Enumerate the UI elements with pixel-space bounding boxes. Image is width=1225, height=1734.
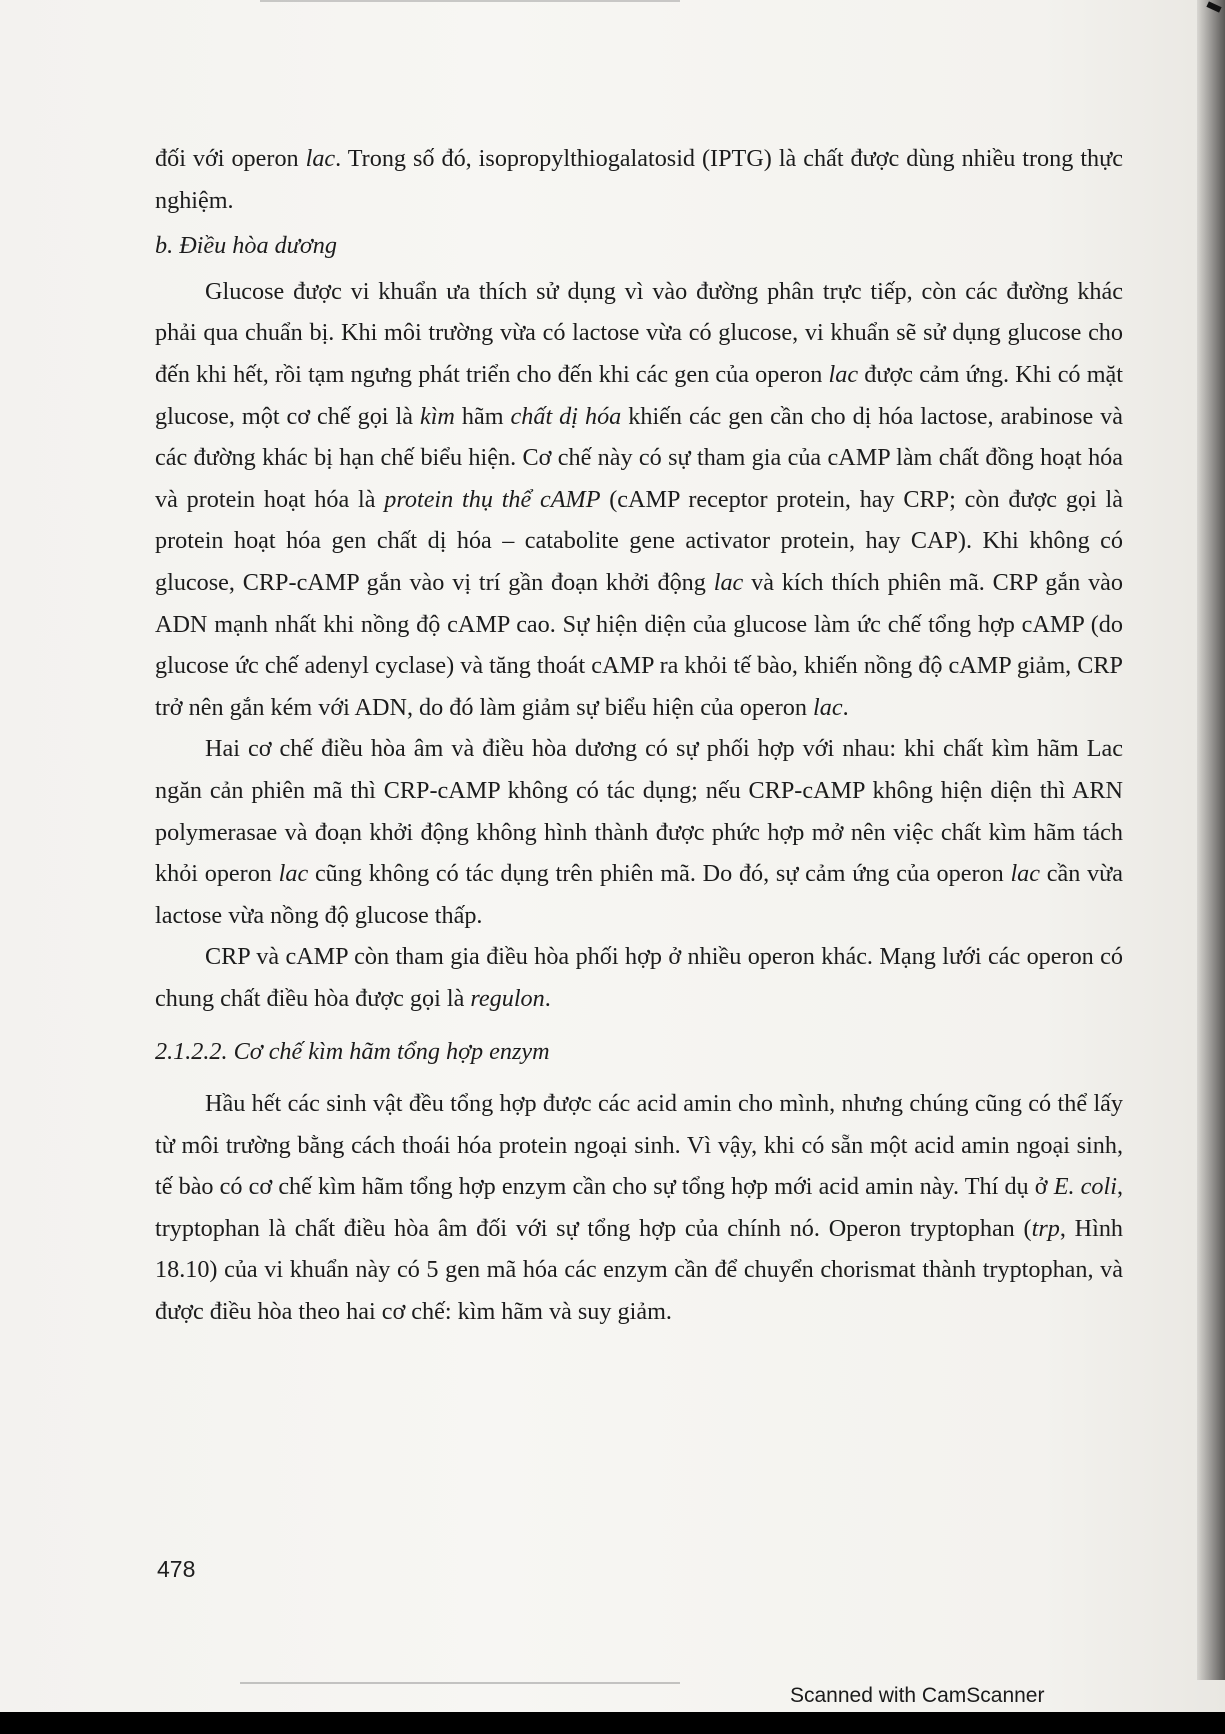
text-span: Glucose được vi khuẩn ưa thích sử dụng vì vào đường phân trực tiếp, còn các đường khác phải qua chuẩn bị. Khi môi trường vừa có lactose vừa có glucose, vi khuẩn sẽ sử dụng glucose cho đến khi hết, rồi tạm ngưng phát triển cho đến khi các gen của operon: [155, 277, 1123, 388]
paragraph-regulon: [155, 936, 1123, 1019]
paragraph-iptg: [155, 138, 1123, 221]
italic-term: lac: [813, 693, 843, 721]
italic-term: regulon: [470, 984, 545, 1012]
section-heading-enzyme-repression: 2.1.2.2. Cơ chế kìm hãm tổng hợp enzym: [155, 1038, 550, 1066]
text-span: khiến các gen cần cho dị hóa lactose, arabinose và các đường khác bị hạn chế biểu hiện. Cơ chế này có sự tham gia của cAMP làm chất đồng hoạt hóa và protein hoạt hóa là: [155, 402, 1123, 513]
italic-term: lac: [828, 360, 859, 388]
paragraph-glucose: [155, 271, 1123, 729]
italic-term: chất dị hóa: [510, 402, 622, 430]
italic-term: trp: [1031, 1214, 1060, 1242]
paragraph-coordination: [155, 728, 1123, 936]
text-span: . Trong số đó, isopropylthiogalatosid (IPTG) là chất được dùng nhiều trong thực nghiệm.: [155, 145, 1123, 214]
italic-term: lac: [278, 860, 309, 888]
text-span: (cAMP receptor protein, hay CRP; còn được gọi là protein hoạt hóa gen chất dị hóa – catabolite gene activator protein, hay CAP). Khi không có glucose, CRP-cAMP gắn vào vị trí gần đoạn khởi động: [155, 485, 1123, 596]
text-span: .: [842, 693, 849, 721]
text-span: CRP và cAMP còn tham gia điều hòa phối hợp ở nhiều operon khác. Mạng lưới các operon có chung chất điều hòa được gọi là: [155, 943, 1123, 1012]
text-span: Hầu hết các sinh vật đều tổng hợp được các acid amin cho mình, nhưng chúng cũng có thể lấy từ môi trường bằng cách thoái hóa protein ngoại sinh. Vì vậy, khi có sẵn một acid amin ngoại sinh, tế bào có cơ chế kìm hãm tổng hợp enzym cần cho sự tổng hợp mới acid amin này. Thí dụ ở: [155, 1090, 1123, 1201]
text-span: cũng không có tác dụng trên phiên mã. Do đó, sự cảm ứng của operon: [308, 860, 1011, 888]
text-span: đối với operon: [155, 145, 306, 172]
text-span: .: [544, 984, 551, 1012]
text-span: được cảm ứng. Khi có mặt glucose, một cơ chế gọi là: [155, 360, 1123, 430]
italic-term: kìm: [419, 402, 455, 430]
text-span: và kích thích phiên mã. CRP gắn vào ADN mạnh nhất khi nồng độ cAMP cao. Sự hiện diện của glucose làm ức chế tổng hợp cAMP (do glucose ức chế adenyl cyclase) và tăng thoát cAMP ra khỏi tế bào, khiến nồng độ cAMP giảm, CRP trở nên gắn kém với ADN, do đó làm giảm sự biểu hiện của operon: [155, 568, 1123, 721]
text-span: , tryptophan là chất điều hòa âm đối với sự tổng hợp của chính nó. Operon tryptophan (: [155, 1173, 1124, 1242]
text-span: hãm: [454, 402, 511, 430]
italic-term: protein thụ thể cAMP: [384, 485, 601, 513]
italic-term: E. coli: [1053, 1173, 1117, 1201]
page-edge-shadow: [1197, 0, 1225, 1680]
italic-term: lac: [713, 568, 744, 596]
italic-term: lac: [1010, 860, 1041, 888]
page-body: [155, 138, 1123, 1333]
paragraph-tryptophan: [155, 1083, 1123, 1333]
text-span: , Hình 18.10) của vi khuẩn này có 5 gen mã hóa các enzym cần để chuyển chorismat thành tryptophan, và được điều hòa theo hai cơ chế: kìm hãm và suy giảm.: [155, 1214, 1123, 1326]
italic-term: lac: [305, 145, 336, 172]
text-span: cần vừa lactose vừa nồng độ glucose thấp.: [155, 860, 1123, 929]
bottom-black-strip: [0, 1712, 1225, 1734]
page-number: 478: [157, 1556, 196, 1582]
top-rule: [260, 0, 680, 2]
text-span: Hai cơ chế điều hòa âm và điều hòa dương có sự phối hợp với nhau: khi chất kìm hãm Lac ngăn cản phiên mã thì CRP-cAMP không có tác dụng; nếu CRP-cAMP không hiện diện thì ARN polymerasae và đoạn khởi động không hình thành được phức hợp mở nên việc chất kìm hãm tách khỏi operon: [155, 735, 1123, 888]
section-heading-positive-regulation: b. Điều hòa dương: [155, 232, 337, 260]
bottom-rule: [240, 1682, 680, 1684]
scanner-watermark: Scanned with CamScanner: [790, 1684, 1045, 1707]
